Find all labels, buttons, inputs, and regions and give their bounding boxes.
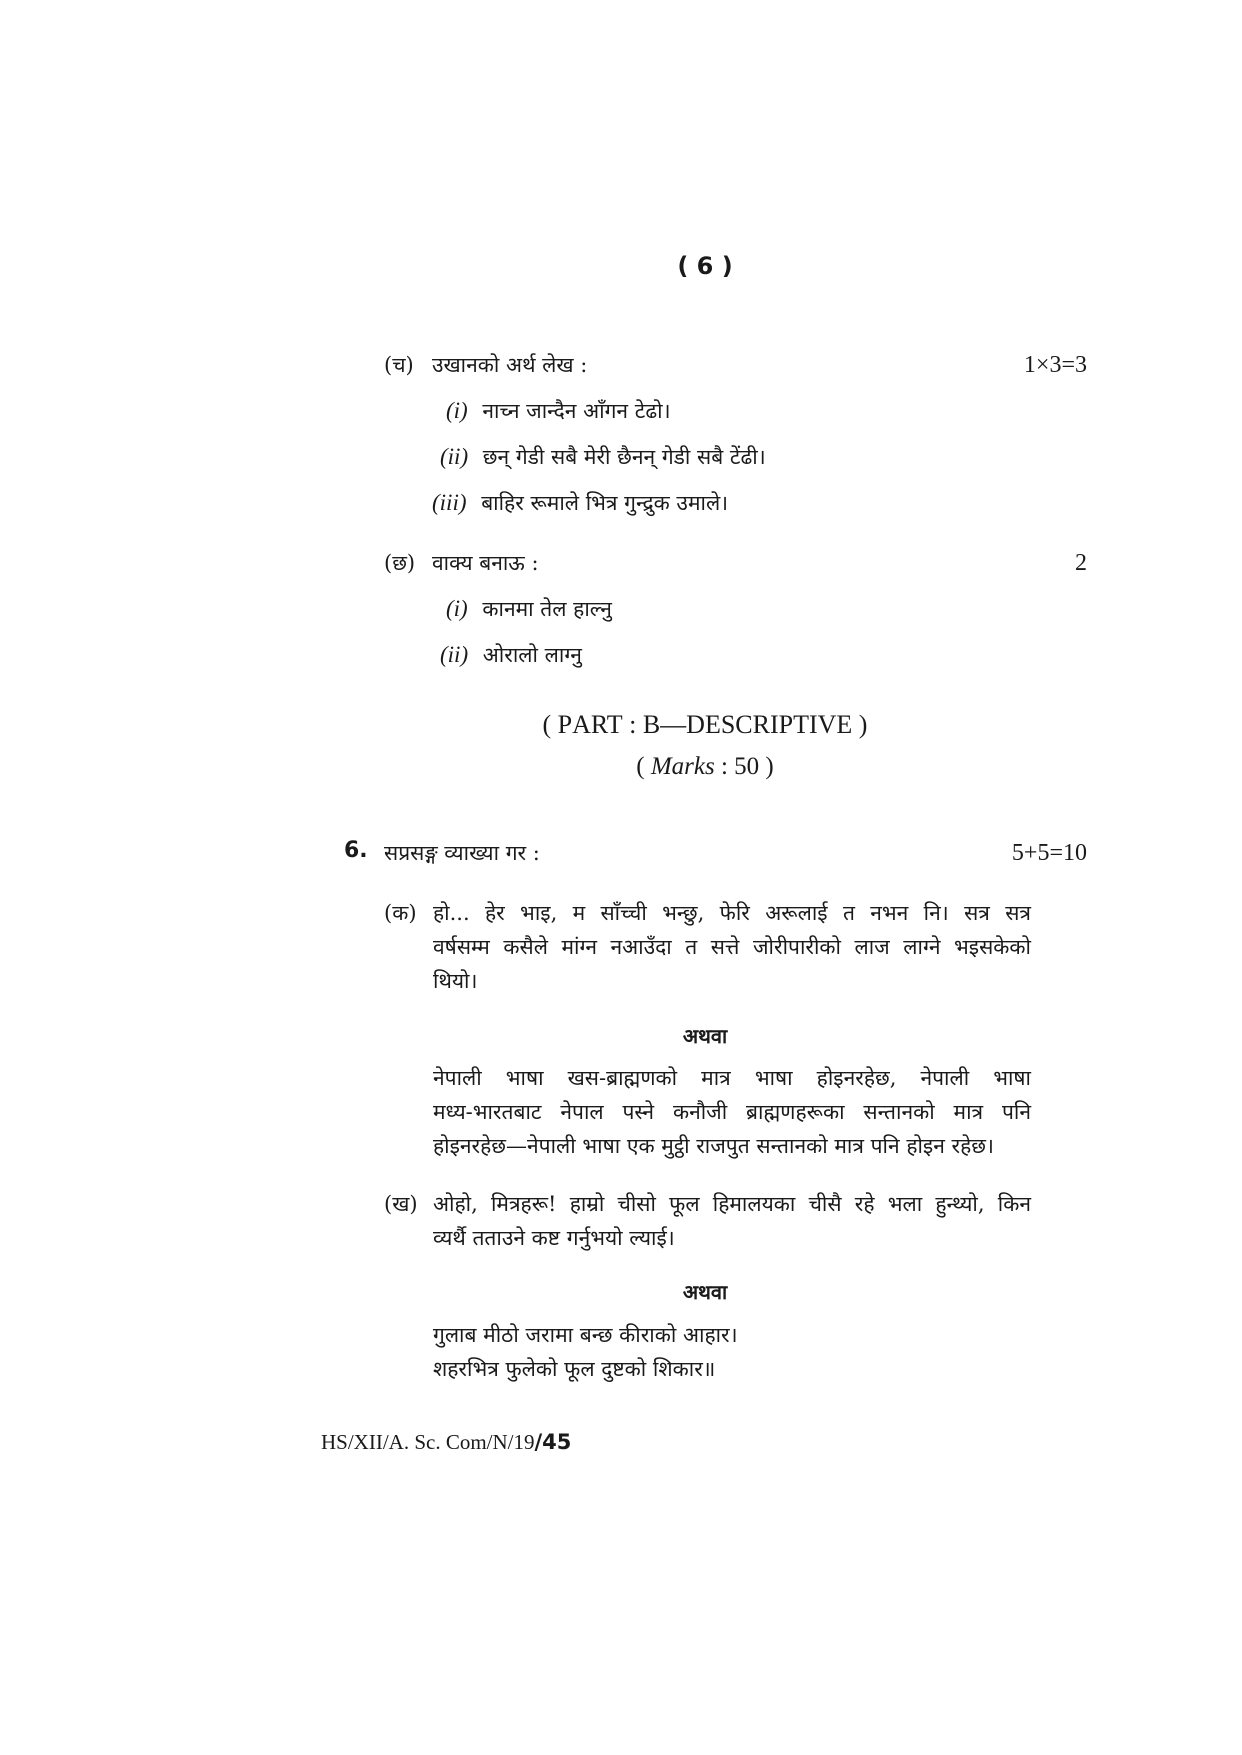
- item-text: कानमा तेल हाल्नु: [482, 597, 612, 621]
- passage-line: मध्य-भारतबाट नेपाल पस्ने कनौजी ब्राह्मणहरूका सन्तानको मात्र पनि: [433, 1100, 1031, 1124]
- question-ka-alt-passage: [433, 1061, 1031, 1163]
- passage-line: व्यर्थै तताउने कष्ट गर्नुभयो ल्याई।: [433, 1226, 675, 1250]
- item-number: (ii): [440, 642, 469, 667]
- item-number: (iii): [432, 490, 467, 515]
- part-b-title-desc: DESCRIPTIVE: [686, 710, 853, 739]
- question-kha-alt-passage: [433, 1318, 1031, 1386]
- question-kha-passage: [433, 1187, 1031, 1255]
- question-cha-label: (च): [384, 353, 414, 377]
- page-number: ( 6 ): [677, 252, 733, 280]
- footer-code: HS/XII/A. Sc. Com/N/19: [321, 1430, 535, 1454]
- part-b-title: [0, 710, 1242, 740]
- proverb-item: [432, 488, 728, 518]
- item-text: ओरालो लाग्नु: [482, 643, 582, 667]
- item-text: बाहिर रूमाले भित्र गुन्द्रुक उमाले।: [481, 491, 729, 515]
- question-kha-label: (ख): [384, 1192, 418, 1216]
- part-b-title-close: ): [852, 710, 868, 739]
- question-chha-label: (छ): [384, 551, 416, 575]
- item-number: (i): [446, 596, 468, 621]
- item-text: नाच्न जान्दैन आँगन टेढो।: [482, 399, 671, 423]
- proverb-item: [446, 396, 671, 426]
- part-b-title-mid: : B—: [622, 710, 687, 739]
- proverb-item: [440, 442, 766, 472]
- sentence-item: [446, 594, 612, 624]
- footer-code-bold: /45: [534, 1430, 572, 1454]
- passage-line: हो... हेर भाइ, म साँच्ची भन्छु, फेरि अरूलाई त नभन नि। सत्र सत्र: [433, 901, 1031, 925]
- part-b-marks: [0, 753, 1242, 781]
- question-6-marks: 5+5=10: [1011, 840, 1087, 866]
- item-number: (i): [446, 398, 468, 423]
- part-b-title-part: ART: [572, 710, 623, 739]
- question-chha-prompt: वाक्य बनाऊ :: [432, 551, 539, 575]
- part-b-marks-open: (: [636, 753, 651, 780]
- verse-line: शहरभित्र फुलेको फूल दुष्टको शिकार॥: [433, 1357, 716, 1381]
- sentence-item: [440, 640, 582, 670]
- athawa-heading: अथवा: [682, 1280, 728, 1304]
- question-ka-passage: [433, 896, 1031, 998]
- passage-line: वर्षसम्म कसैले मांग्न नआउँदा त सत्ते जोरीपारीको लाज लाग्ने भइसकेको: [433, 935, 1031, 959]
- part-b-title-open: ( P: [542, 710, 573, 739]
- question-cha-prompt: उखानको अर्थ लेख :: [432, 353, 588, 377]
- passage-line: थियो।: [433, 969, 478, 993]
- footer-paper-code: [321, 1430, 571, 1455]
- passage-line: नेपाली भाषा खस-ब्राह्मणको मात्र भाषा होइनरहेछ, नेपाली भाषा: [433, 1066, 1031, 1090]
- athawa-heading: अथवा: [682, 1024, 728, 1048]
- item-number: (ii): [440, 444, 469, 469]
- verse-line: गुलाब मीठो जरामा बन्छ कीराको आहार।: [433, 1323, 738, 1347]
- passage-line: होइनरहेछ—नेपाली भाषा एक मुट्ठी राजपुत सन्तानको मात्र पनि होइन रहेछ।: [433, 1134, 994, 1158]
- question-6-prompt: सप्रसङ्ग व्याख्या गर :: [384, 841, 540, 865]
- part-b-marks-value: : 50 ): [714, 753, 774, 780]
- question-ka-label: (क): [384, 901, 417, 925]
- passage-line: ओहो, मित्रहरू! हाम्रो चीसो फूल हिमालयका चीसै रहे भला हुन्थ्यो, किन: [433, 1192, 1031, 1216]
- question-chha-marks: 2: [1075, 550, 1087, 576]
- question-6-number: 6.: [344, 838, 368, 863]
- item-text: छन् गेडी सबै मेरी छैनन् गेडी सबै टेंढी।: [482, 445, 766, 469]
- question-cha-marks: 1×3=3: [1023, 352, 1087, 378]
- part-b-marks-label: Marks: [650, 753, 715, 780]
